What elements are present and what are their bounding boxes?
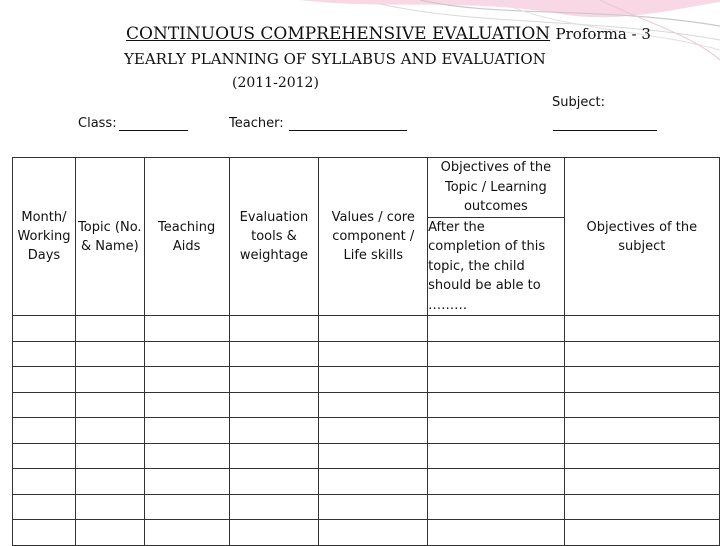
table-cell[interactable]: [319, 469, 428, 495]
table-cell[interactable]: [319, 316, 428, 342]
table-cell[interactable]: [144, 418, 229, 444]
teacher-label: Teacher:: [229, 116, 284, 131]
table-cell[interactable]: [564, 392, 719, 418]
table-cell[interactable]: [319, 494, 428, 520]
table-cell[interactable]: [75, 494, 144, 520]
table-cell[interactable]: [13, 316, 76, 342]
subject-label: Subject:: [552, 95, 605, 110]
header-topic: Topic (No. & Name): [75, 158, 144, 316]
table-cell[interactable]: [75, 367, 144, 393]
table-cell[interactable]: [564, 469, 719, 495]
proforma-label: Proforma - 3: [555, 25, 651, 43]
table-cell[interactable]: [428, 341, 565, 367]
table-cell[interactable]: [428, 392, 565, 418]
table-row: [13, 418, 720, 444]
header-month: Month/ Working Days: [13, 158, 76, 316]
header-teaching-aids: Teaching Aids: [144, 158, 229, 316]
table-cell[interactable]: [75, 469, 144, 495]
table-cell[interactable]: [229, 341, 319, 367]
table-cell[interactable]: [319, 392, 428, 418]
table-cell[interactable]: [319, 443, 428, 469]
table-row: [13, 341, 720, 367]
table-cell[interactable]: [428, 520, 565, 546]
table-cell[interactable]: [144, 392, 229, 418]
table-row: [13, 520, 720, 546]
table-cell[interactable]: [319, 367, 428, 393]
table-cell[interactable]: [564, 418, 719, 444]
table-cell[interactable]: [75, 443, 144, 469]
table-cell[interactable]: [75, 520, 144, 546]
table-cell[interactable]: [144, 469, 229, 495]
teacher-field: [289, 130, 407, 131]
planning-table: [12, 157, 720, 546]
table-cell[interactable]: [13, 520, 76, 546]
table-cell[interactable]: [13, 392, 76, 418]
table-cell[interactable]: [13, 367, 76, 393]
table-cell[interactable]: [144, 443, 229, 469]
document-subtitle: YEARLY PLANNING OF SYLLABUS AND EVALUATION: [124, 50, 546, 68]
table-cell[interactable]: [229, 392, 319, 418]
table-cell[interactable]: [319, 418, 428, 444]
table-row: [13, 494, 720, 520]
table-cell[interactable]: [428, 494, 565, 520]
table-cell[interactable]: [13, 443, 76, 469]
table-cell[interactable]: [229, 469, 319, 495]
table-cell[interactable]: [229, 316, 319, 342]
table-cell[interactable]: [564, 443, 719, 469]
table-cell[interactable]: [428, 469, 565, 495]
header-objectives-subject: Objectives of the subject: [564, 158, 719, 316]
table-cell[interactable]: [564, 316, 719, 342]
subject-field: [553, 130, 657, 131]
table-cell[interactable]: [75, 341, 144, 367]
class-label: Class:: [78, 116, 117, 131]
academic-year: (2011-2012): [232, 75, 319, 91]
table-cell[interactable]: [428, 418, 565, 444]
class-field: [119, 130, 188, 131]
table-row: [13, 443, 720, 469]
table-cell[interactable]: [13, 494, 76, 520]
table-cell[interactable]: [229, 520, 319, 546]
table-cell[interactable]: [229, 494, 319, 520]
table-cell[interactable]: [319, 341, 428, 367]
table-cell[interactable]: [229, 443, 319, 469]
table-cell[interactable]: [144, 494, 229, 520]
table-row: [13, 392, 720, 418]
table-cell[interactable]: [428, 316, 565, 342]
table-cell[interactable]: [144, 316, 229, 342]
table-cell[interactable]: [75, 418, 144, 444]
table-cell[interactable]: [13, 418, 76, 444]
header-row: [13, 158, 720, 316]
table-cell[interactable]: [428, 367, 565, 393]
table-cell[interactable]: [564, 341, 719, 367]
table-cell[interactable]: [564, 494, 719, 520]
table-cell[interactable]: [319, 520, 428, 546]
table-row: [13, 469, 720, 495]
table-cell[interactable]: [564, 520, 719, 546]
table-row: [13, 367, 720, 393]
table-cell[interactable]: [144, 341, 229, 367]
table-cell[interactable]: [229, 418, 319, 444]
table-cell[interactable]: [75, 392, 144, 418]
header-objectives-topic: Objectives of the Topic / Learning outcomes After the completion of this topic, the child should be able to ………: [428, 158, 565, 316]
header-evaluation: Evaluation tools & weightage: [229, 158, 319, 316]
table-cell[interactable]: [13, 341, 76, 367]
table-cell[interactable]: [144, 520, 229, 546]
table-cell[interactable]: [13, 469, 76, 495]
table-row: [13, 316, 720, 342]
document-title: CONTINUOUS COMPREHENSIVE EVALUATION Proforma - 3: [126, 24, 651, 44]
table-cell[interactable]: [428, 443, 565, 469]
table-cell[interactable]: [75, 316, 144, 342]
table-cell[interactable]: [564, 367, 719, 393]
table-cell[interactable]: [229, 367, 319, 393]
header-values: Values / core component / Life skills: [319, 158, 428, 316]
table-cell[interactable]: [144, 367, 229, 393]
